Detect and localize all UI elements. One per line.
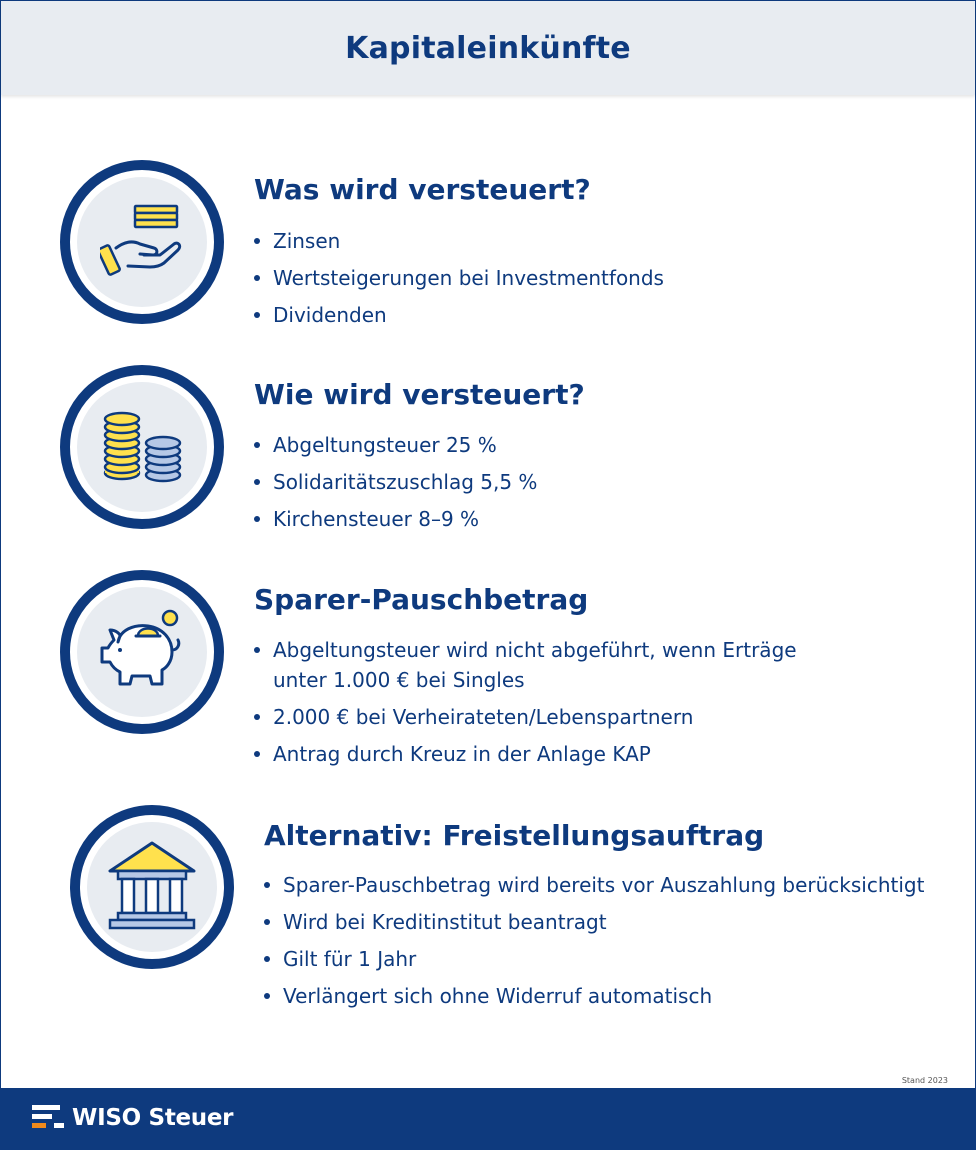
section-4-list [264,870,954,1018]
list-item: Abgeltungsteuer wird nicht abgeführt, wenn Erträge unter 1.000 € bei Singles [254,635,854,695]
list-item: 2.000 € bei Verheirateten/Lebenspartnern [254,702,854,732]
wiso-logo-icon [32,1104,66,1132]
list-item: Dividenden [254,300,934,330]
list-item: Kirchensteuer 8–9 % [254,504,934,534]
list-item: Verlängert sich ohne Widerruf automatisch [264,981,954,1011]
list-item: Gilt für 1 Jahr [264,944,954,974]
footer-bar [0,1088,976,1150]
list-item: Abgeltungsteuer 25 % [254,430,934,460]
wiso-logo [32,1104,233,1132]
coin-stacks-icon [97,405,187,489]
section-3-badge [60,570,224,734]
list-item: Solidaritätszuschlag 5,5 % [254,467,934,497]
section-2-title: Wie wird versteuert? [254,378,585,411]
list-item: Antrag durch Kreuz in der Anlage KAP [254,739,854,769]
list-item: Zinsen [254,226,934,256]
header-bar [1,1,975,95]
brand-name: WISO Steuer [72,1105,234,1131]
bank-building-icon [104,839,200,935]
section-4-badge [70,805,234,969]
section-3-list [254,635,854,776]
list-item: Wird bei Kreditinstitut beantragt [264,907,954,937]
section-1-list [254,226,934,337]
section-3-title: Sparer-Pauschbetrag [254,583,589,616]
section-1-badge [60,160,224,324]
coins-in-hand-icon [100,200,184,284]
section-1-title: Was wird versteuert? [254,173,591,206]
stand-note: Stand 2023 [901,1076,948,1085]
list-item: Wertsteigerungen bei Investmentfonds [254,263,934,293]
section-2-badge [60,365,224,529]
piggy-bank-icon [96,606,188,698]
list-item: Sparer-Pauschbetrag wird bereits vor Auszahlung berücksichtigt [264,870,954,900]
section-4-title: Alternativ: Freistellungsauftrag [264,819,765,852]
section-2-list [254,430,934,541]
page-title: Kapitaleinkünfte [345,30,631,66]
